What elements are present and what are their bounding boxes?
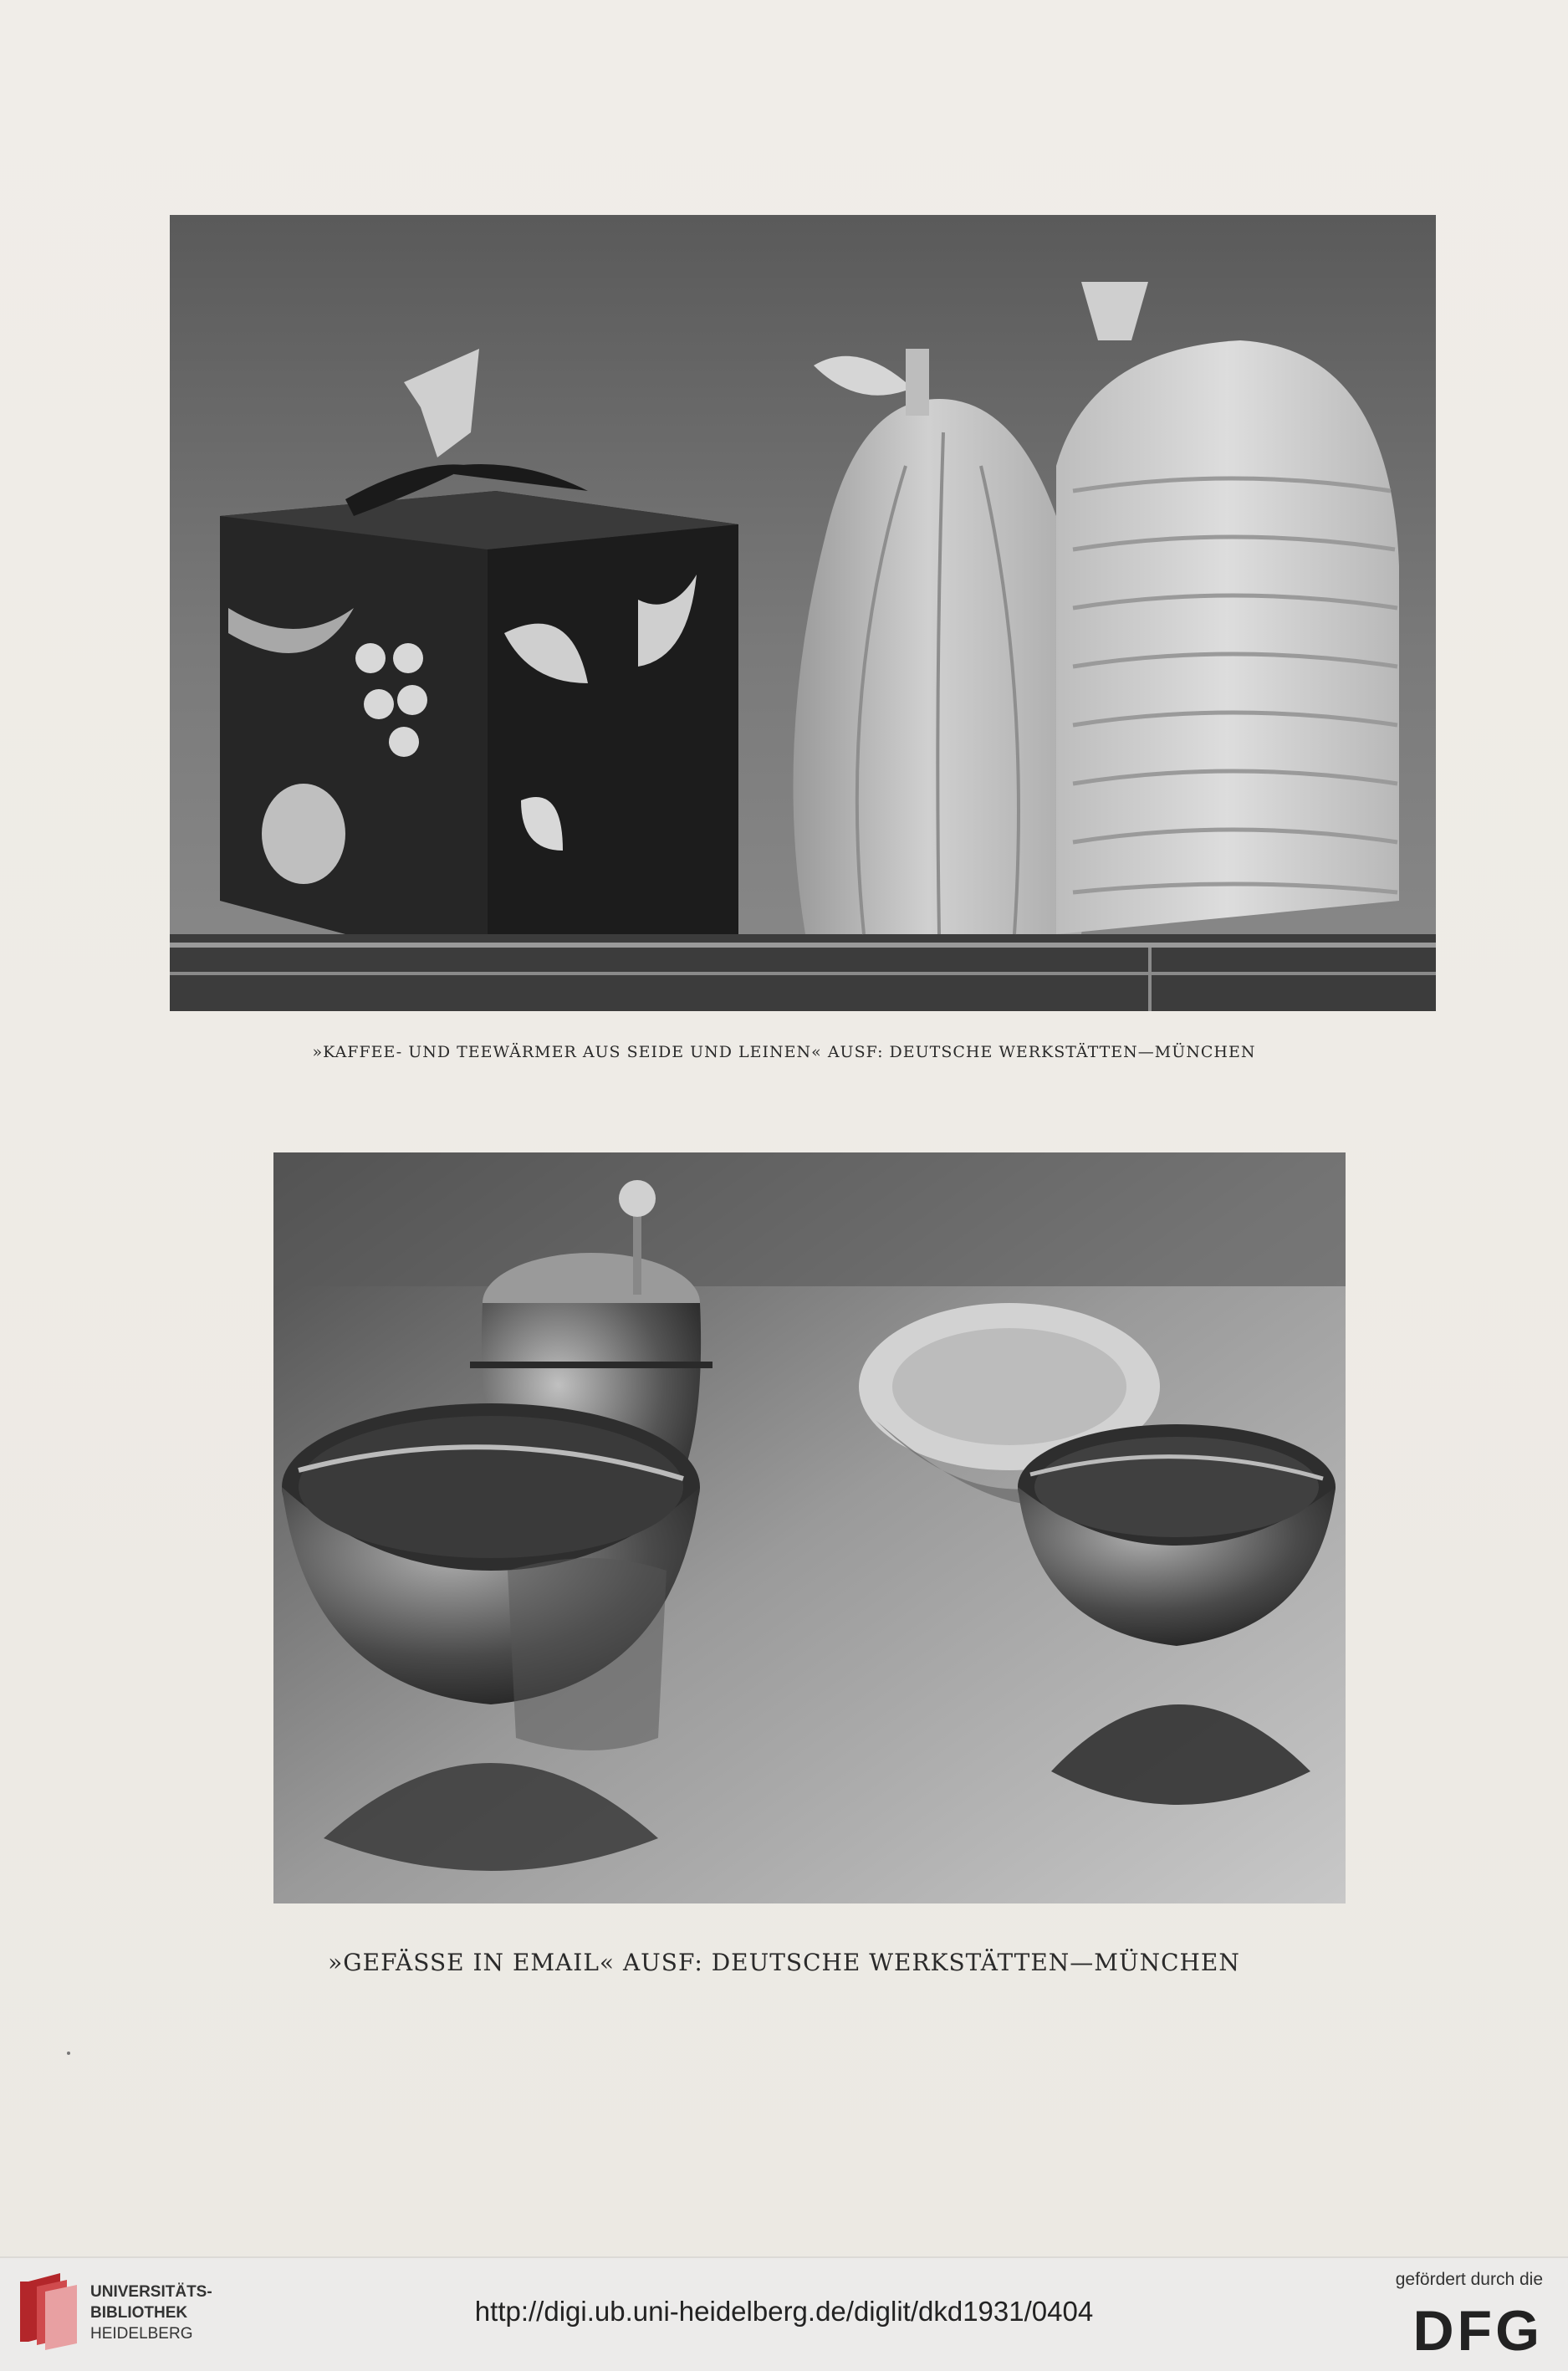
caption-enamel-vessels: »GEFÄSSE IN EMAIL« AUSF: DEUTSCHE WERKSTÄTTEN—MÜNCHEN [328,1949,1240,1976]
library-name-line1: UNIVERSITÄTS- [90,2283,212,2301]
library-name-line2: BIBLIOTHEK [90,2304,188,2322]
permalink-url[interactable]: http://digi.ub.uni-heidelberg.de/diglit/dkd1931/0404 [474,2296,1094,2327]
photo-tea-cosies [170,215,1436,1011]
dfg-logo: DFG [1412,2299,1543,2363]
funding-label: gefördert durch die [1395,2270,1543,2289]
paper-speck [67,2052,70,2055]
photo-enamel-vessels [273,1152,1346,1903]
library-name-line3: HEIDELBERG [90,2325,193,2343]
photo-enamel-vessels-image [273,1152,1346,1903]
caption-tea-cosies: »KAFFEE- UND TEEWÄRMER AUS SEIDE UND LEINEN« AUSF: DEUTSCHE WERKSTÄTTEN—MÜNCHEN [312,1043,1256,1061]
photo-tea-cosies-image [170,215,1436,1011]
